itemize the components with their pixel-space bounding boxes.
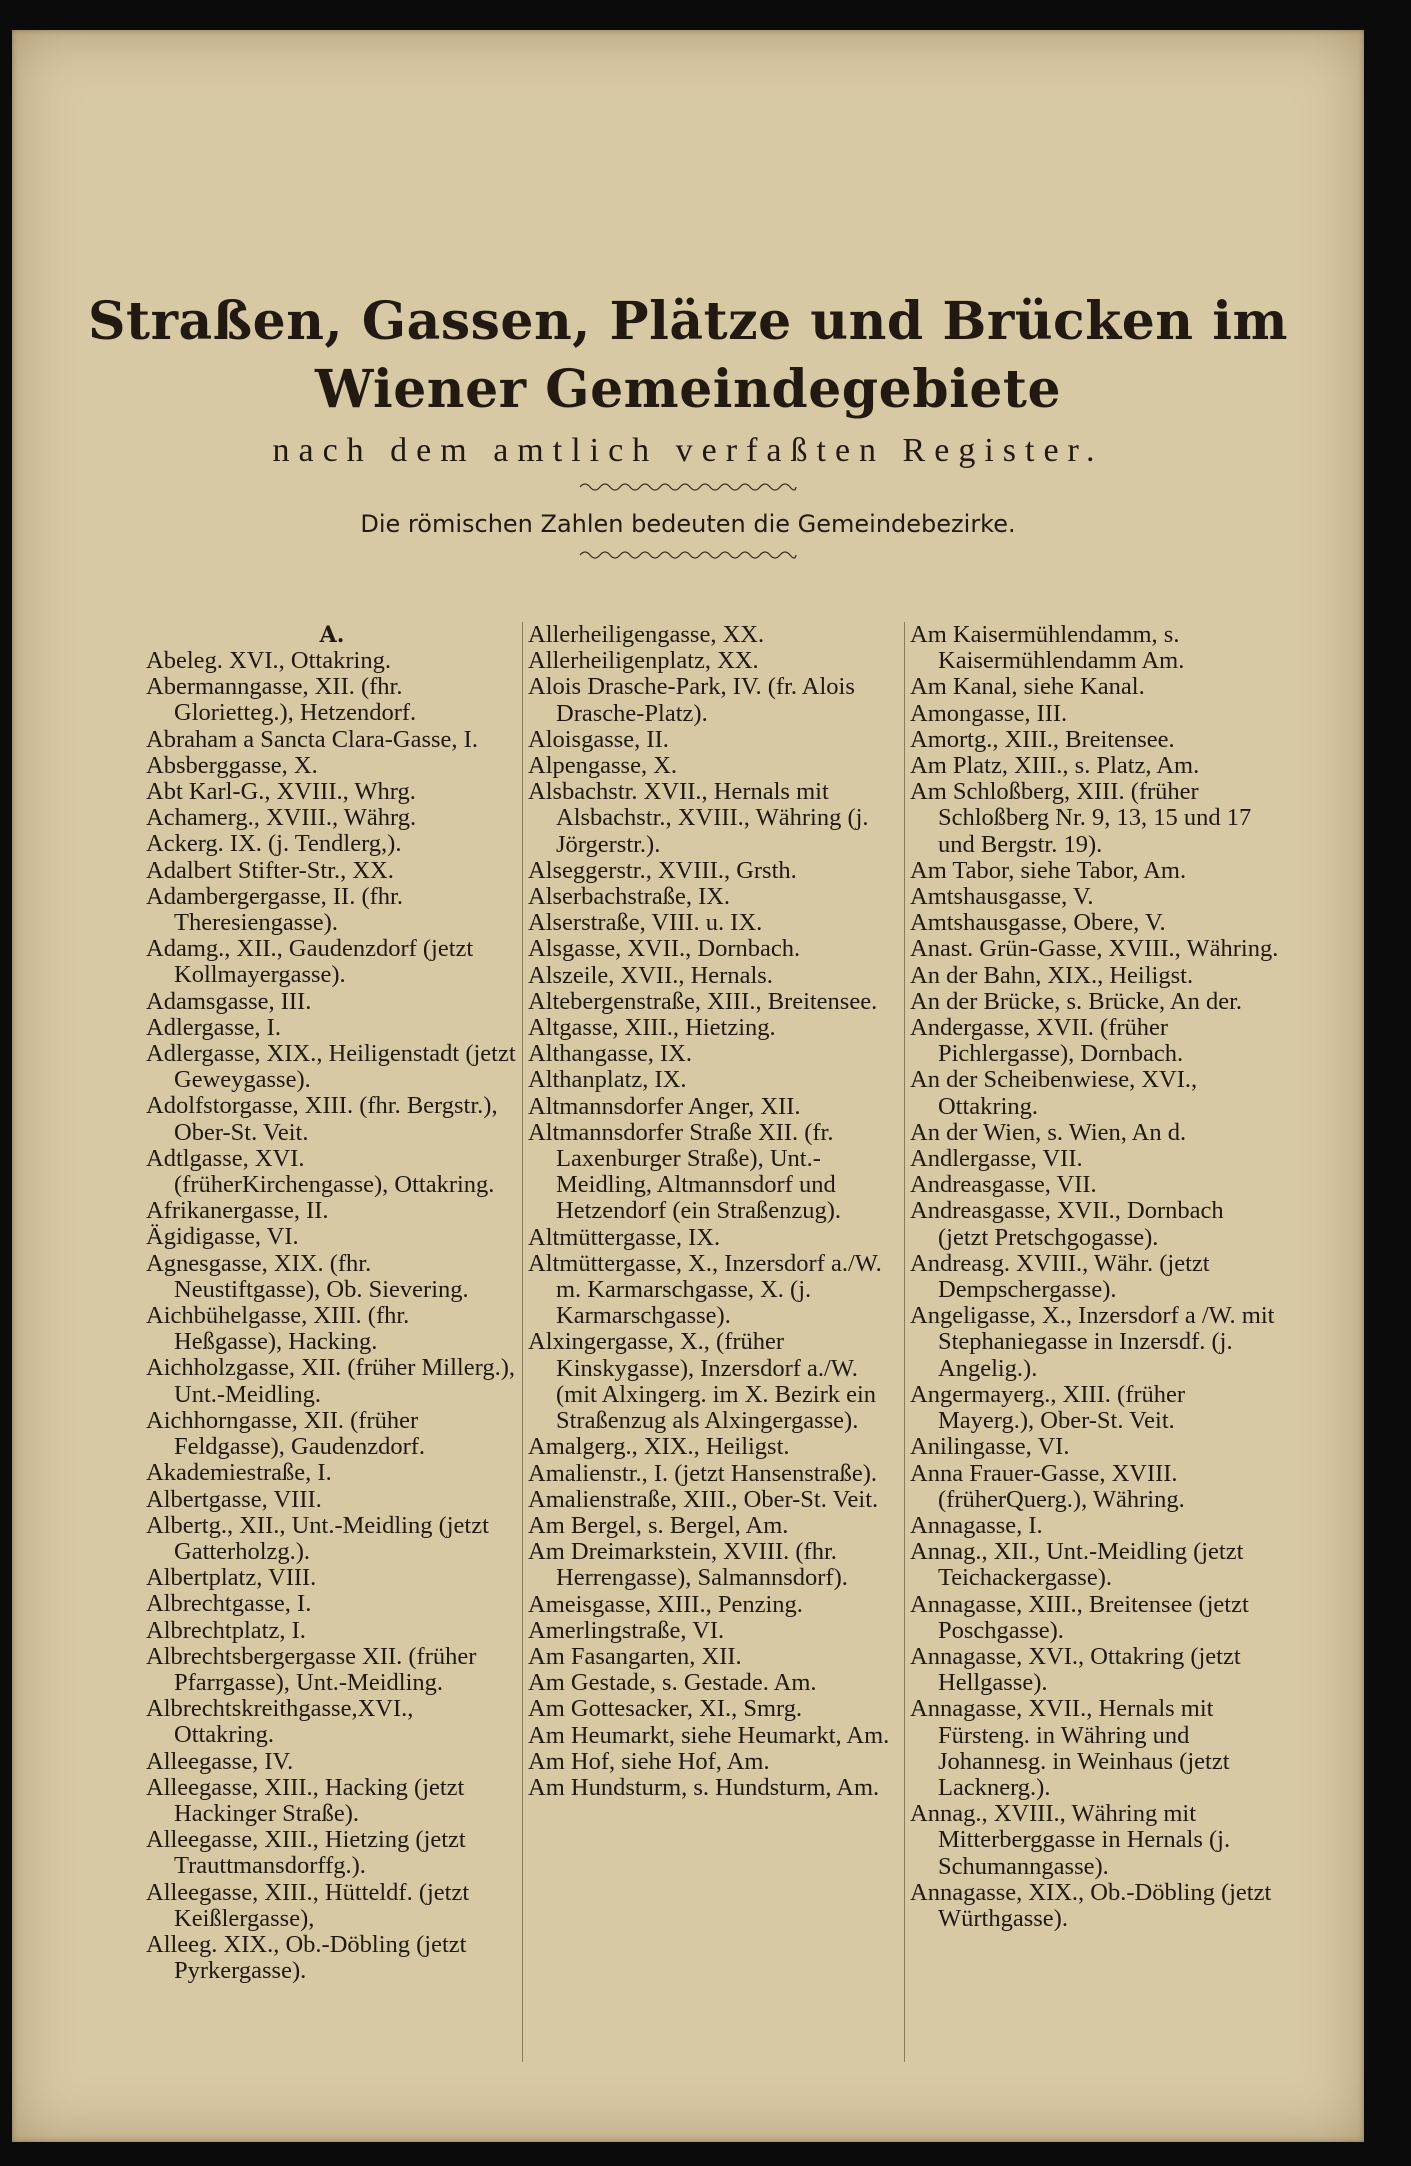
register-entry: Alleegasse, XIII., Hacking (jetzt Hackinger Straße). xyxy=(146,1773,465,1827)
register-entry: Althangasse, IX. xyxy=(528,1040,692,1068)
register-entry: Albrechtskreithgasse,XVI., Ottakring. xyxy=(146,1695,414,1749)
register-entry: Am Hundsturm, s. Hundsturm, Am. xyxy=(528,1773,880,1801)
column-divider xyxy=(904,622,905,2062)
register-entry: Am Heumarkt, siehe Heumarkt, Am. xyxy=(528,1721,890,1749)
register-entry: Alxingergasse, X., (früher Kinskygasse), Inzersdorf a./W. (mit Alxingerg. im X. Bezirk ein Straßenzug als Alxingergasse). xyxy=(528,1328,877,1435)
register-entry: Albertplatz, VIII. xyxy=(146,1564,317,1592)
register-entry: Annagasse, XIII., Breitensee (jetzt Poschgasse). xyxy=(910,1590,1249,1644)
register-entry: Albertgasse, VIII. xyxy=(146,1485,322,1513)
page-subtitle: nach dem amtlich verfaßten Register. xyxy=(272,432,1104,469)
section-letter: A. xyxy=(319,622,345,648)
register-entry: Annagasse, XVII., Hernals mit Fürsteng. in Währing und Johannesg. in Weinhaus (jetzt Lacknerg.). xyxy=(910,1695,1230,1801)
register-entry: Andreasgasse, VII. xyxy=(910,1171,1097,1199)
register-entry: Angermayerg., XIII. (früher Mayerg.), Ober-St. Veit. xyxy=(910,1380,1186,1435)
register-entry: Andlergasse, VII. xyxy=(910,1145,1083,1173)
register-entry: Amongasse, III. xyxy=(910,699,1068,727)
register-entry: Annag., XVIII., Währing mit Mitterberggasse in Hernals (j. Schumanngasse). xyxy=(910,1800,1231,1880)
register-entry: An der Scheibenwiese, XVI., Ottakring. xyxy=(910,1066,1198,1120)
register-entry: Adalbert Stifter-Str., XX. xyxy=(146,856,394,884)
register-entry: Altmüttergasse, IX. xyxy=(528,1223,721,1251)
register-entry: An der Wien, s. Wien, An d. xyxy=(910,1118,1187,1146)
register-entry: Alleegasse, IV. xyxy=(146,1747,294,1775)
register-entry: Annagasse, XIX., Ob.-Döbling (jetzt Würthgasse). xyxy=(910,1878,1272,1932)
register-entry: Adolfstorgasse, XIII. (fhr. Bergstr.), Ober-St. Veit. xyxy=(146,1092,498,1146)
register-entry: Am Schloßberg, XIII. (früher Schloßberg Nr. 9, 13, 15 und 17 und Bergstr. 19). xyxy=(910,778,1252,858)
register-entry: Abraham a Sancta Clara-Gasse, I. xyxy=(146,725,478,753)
wavy-ornament-icon xyxy=(578,480,798,494)
register-entry: Alsbachstr. XVII., Hernals mit Alsbachstr., XVIII., Währing (j. Jörgerstr.). xyxy=(528,778,869,858)
register-entry: Annagasse, XVI., Ottakring (jetzt Hellgasse). xyxy=(910,1642,1241,1697)
register-column-1 xyxy=(146,622,518,1984)
register-entry: Amortg., XIII., Breitensee. xyxy=(910,725,1175,753)
register-entry: An der Brücke, s. Brücke, An der. xyxy=(910,987,1243,1015)
register-column-2 xyxy=(528,622,898,1801)
register-entry: Aichholzgasse, XII. (früher Millerg.), Unt.-Meidling. xyxy=(146,1354,515,1408)
title-line-1: Straßen, Gassen, Plätze und Brücken im xyxy=(88,291,1288,352)
register-entry: Am Bergel, s. Bergel, Am. xyxy=(528,1511,789,1539)
register-entry: Alleegasse, XIII., Hietzing (jetzt Trauttmansdorffg.). xyxy=(146,1826,466,1880)
register-entry: Angeligasse, X., Inzersdorf a /W. mit Stephaniegasse in Inzersdf. (j. Angelig.). xyxy=(910,1302,1275,1382)
register-entry: Andreasgasse, XVII., Dornbach (jetzt Pretschgogasse). xyxy=(910,1197,1224,1251)
register-entry: Amalienstr., I. (jetzt Hansenstraße). xyxy=(528,1459,878,1487)
register-entry: Alpengasse, X. xyxy=(528,752,678,780)
book-page xyxy=(12,30,1364,2142)
register-entry: Anna Frauer-Gasse, XVIII. (früherQuerg.), Währing. xyxy=(910,1459,1185,1513)
register-entry: Amtshausgasse, Obere, V. xyxy=(910,909,1166,937)
register-entry: Absberggasse, X. xyxy=(146,751,318,779)
register-entry: Anilingasse, VI. xyxy=(910,1433,1070,1461)
register-entry: Albertg., XII., Unt.-Meidling (jetzt Gatterholzg.). xyxy=(146,1511,489,1565)
register-entry: Am Platz, XIII., s. Platz, Am. xyxy=(910,752,1200,780)
register-entry: An der Bahn, XIX., Heiligst. xyxy=(910,961,1194,989)
register-entry: Am Kanal, siehe Kanal. xyxy=(910,673,1145,701)
register-entry: Afrikanergasse, II. xyxy=(146,1197,329,1225)
register-entry: Altmüttergasse, X., Inzersdorf a./W. m. Karmarschgasse, X. (j. Karmarschgasse). xyxy=(528,1249,882,1330)
register-entry: Abeleg. XVI., Ottakring. xyxy=(146,647,391,674)
register-entry: Altebergenstraße, XIII., Breitensee. xyxy=(528,987,878,1015)
register-entry: Ackerg. IX. (j. Tendlerg,). xyxy=(146,830,402,858)
register-entry: Adlergasse, XIX., Heiligenstadt (jetzt Geweygasse). xyxy=(146,1040,516,1094)
wavy-ornament-icon xyxy=(578,548,798,562)
register-entry: Amalgerg., XIX., Heiligst. xyxy=(528,1433,790,1461)
register-entry: Andergasse, XVII. (früher Pichlergasse), Dornbach. xyxy=(910,1014,1184,1068)
register-entry: Albrechtgasse, I. xyxy=(146,1590,312,1618)
register-entry: Anast. Grün-Gasse, XVIII., Währing. xyxy=(910,935,1279,963)
register-entry: Adlergasse, I. xyxy=(146,1013,281,1041)
register-column-3 xyxy=(910,622,1280,1932)
register-entry: Akademiestraße, I. xyxy=(146,1459,332,1487)
register-entry: Am Fasangarten, XII. xyxy=(528,1642,742,1670)
register-entry: Am Gestade, s. Gestade. Am. xyxy=(528,1669,817,1697)
register-entry: Abermanngasse, XII. (fhr. Glorietteg.), Hetzendorf. xyxy=(146,673,417,727)
register-entry: Am Dreimarkstein, XVIII. (fhr. Herrengasse), Salmannsdorf). xyxy=(528,1538,848,1592)
register-entry: Amtshausgasse, V. xyxy=(910,883,1094,911)
register-entry: Alleeg. XIX., Ob.-Döbling (jetzt Pyrkergasse). xyxy=(146,1930,467,1985)
register-entry: Adtlgasse, XVI. (früherKirchengasse), Ottakring. xyxy=(146,1144,495,1199)
register-entry: Aichbühelgasse, XIII. (fhr. Heßgasse), Hacking. xyxy=(146,1302,410,1356)
page-header xyxy=(12,288,1364,562)
register-entry: Aloisgasse, II. xyxy=(528,725,669,753)
register-entry: Althanplatz, IX. xyxy=(528,1066,687,1094)
register-entry: Allerheiligengasse, XX. xyxy=(528,621,765,648)
register-entry: Alszeile, XVII., Hernals. xyxy=(528,961,773,989)
register-entry: Altgasse, XIII., Hietzing. xyxy=(528,1014,776,1042)
register-entry: Altmannsdorfer Straße XII. (fr. Laxenburger Straße), Unt.-Meidling, Altmannsdorf und Hetzendorf (ein Straßenzug). xyxy=(528,1118,842,1225)
register-entry: Am Tabor, siehe Tabor, Am. xyxy=(910,856,1187,884)
register-entry: Alsgasse, XVII., Dornbach. xyxy=(528,935,801,963)
register-entry: Albrechtplatz, I. xyxy=(146,1616,306,1644)
register-entry: Am Kaisermühlendamm, s. Kaisermühlendamm Am. xyxy=(910,621,1185,675)
title-line-2: Wiener Gemeindegebiete xyxy=(314,359,1062,420)
register-entry: Adambergergasse, II. (fhr. Theresiengasse). xyxy=(146,882,403,937)
register-entry: Amerlingstraße, VI. xyxy=(528,1616,725,1644)
register-entry: Am Hof, siehe Hof, Am. xyxy=(528,1747,770,1775)
register-entry: Albrechtsbergergasse XII. (früher Pfarrgasse), Unt.-Meidling. xyxy=(146,1642,477,1696)
register-entry: Adamsgasse, III. xyxy=(146,987,312,1015)
register-entry: Alserstraße, VIII. u. IX. xyxy=(528,909,763,937)
register-entry: Amalienstraße, XIII., Ober-St. Veit. xyxy=(528,1485,879,1513)
register-entry: Alseggerstr., XVIII., Grsth. xyxy=(528,856,797,884)
register-entry: Adamg., XII., Gaudenzdorf (jetzt Kollmayergasse). xyxy=(146,935,474,989)
register-entry: Abt Karl-G., XVIII., Whrg. xyxy=(146,778,416,806)
register-entry: Altmannsdorfer Anger, XII. xyxy=(528,1092,801,1120)
register-entry: Alois Drasche-Park, IV. (fr. Alois Drasche-Platz). xyxy=(528,673,855,727)
register-entry: Ägidigasse, VI. xyxy=(146,1223,299,1251)
page-note: Die römischen Zahlen bedeuten die Gemeindebezirke. xyxy=(360,510,1016,538)
register-entry: Ameisgasse, XIII., Penzing. xyxy=(528,1590,803,1618)
register-entry: Aichhorngasse, XII. (früher Feldgasse), Gaudenzdorf. xyxy=(146,1406,426,1461)
register-entry: Annagasse, I. xyxy=(910,1511,1043,1539)
page-title xyxy=(12,288,1364,424)
register-entry: Alleegasse, XIII., Hütteldf. (jetzt Keißlergasse), xyxy=(146,1878,470,1932)
register-entry: Am Gottesacker, XI., Smrg. xyxy=(528,1695,803,1723)
register-entry: Annag., XII., Unt.-Meidling (jetzt Teichackergasse). xyxy=(910,1538,1244,1592)
register-entry: Alserbachstraße, IX. xyxy=(528,883,731,911)
register-entry: Agnesgasse, XIX. (fhr. Neustiftgasse), Ob. Sievering. xyxy=(146,1249,469,1303)
register-entry: Achamerg., XVIII., Währg. xyxy=(146,804,417,832)
register-entry: Allerheiligenplatz, XX. xyxy=(528,647,759,675)
register-entry: Andreasg. XVIII., Währ. (jetzt Dempschergasse). xyxy=(910,1249,1210,1304)
column-divider xyxy=(522,622,523,2062)
